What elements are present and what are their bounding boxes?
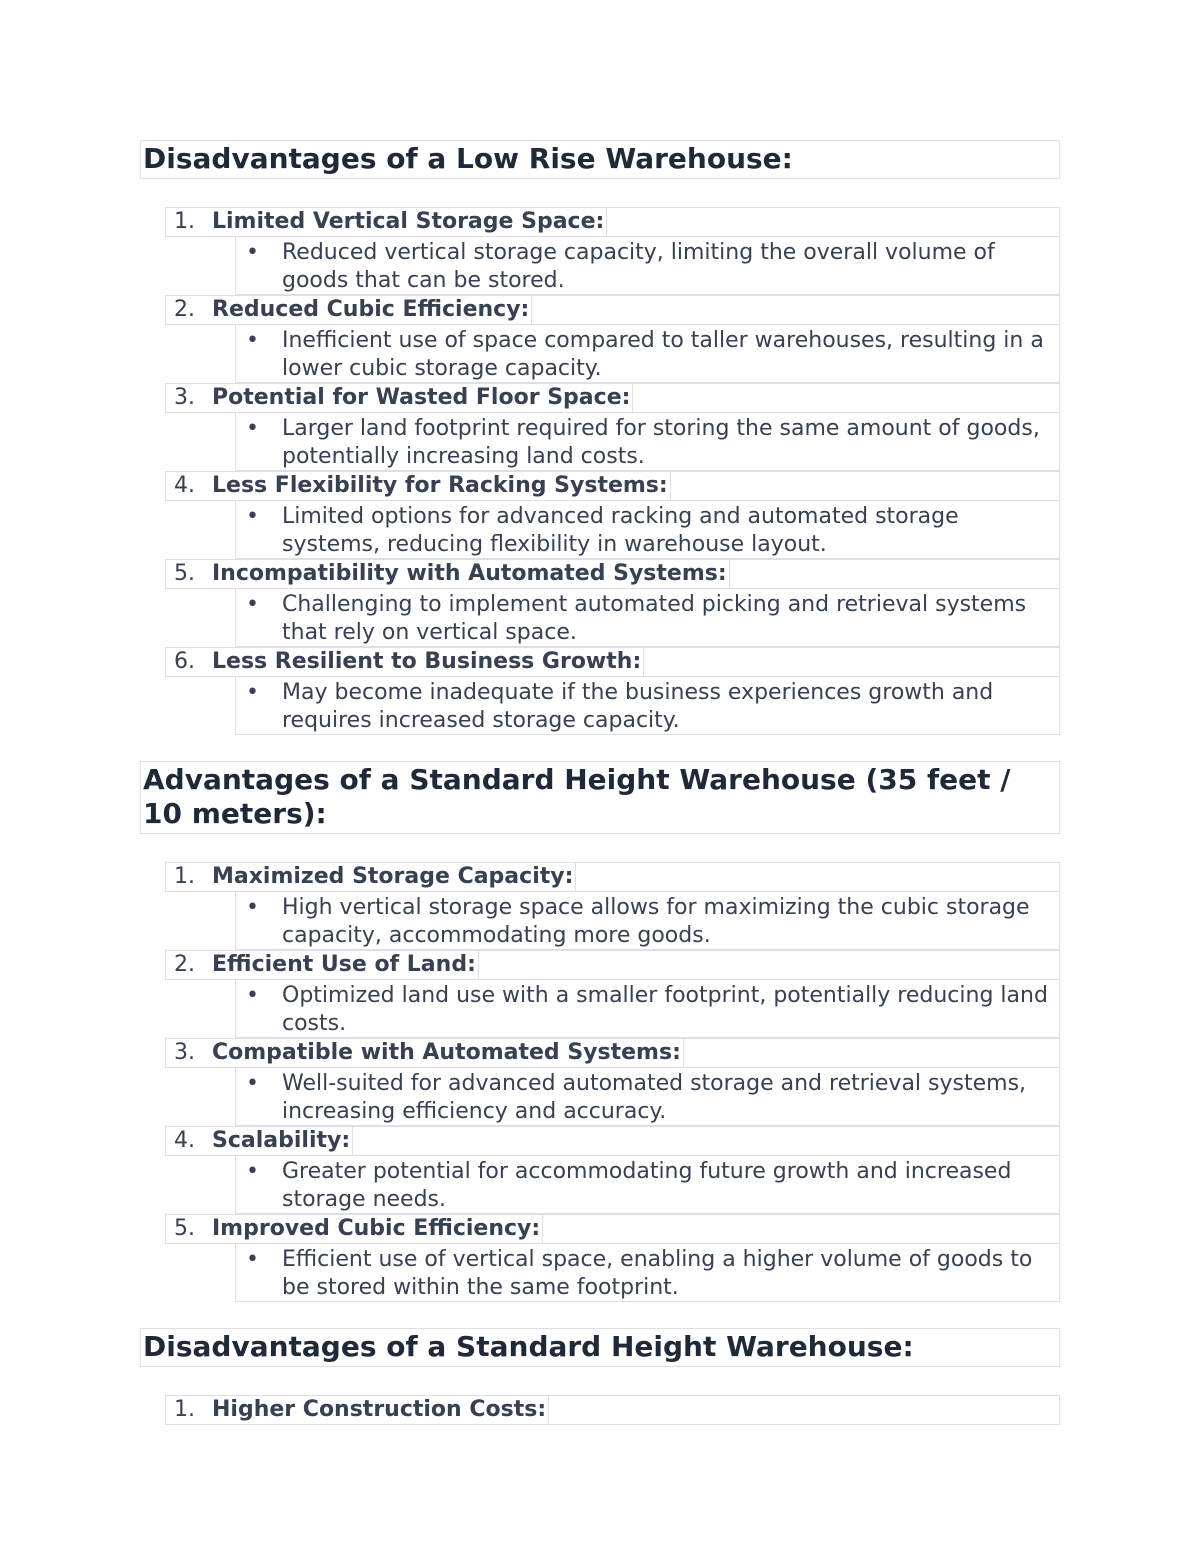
list-item-title: Improved Cubic Efficiency: (212, 1215, 543, 1243)
list-item-body (235, 1156, 1060, 1214)
list-item-body (235, 1244, 1060, 1302)
list-item-body (235, 677, 1060, 735)
list-item-title: Compatible with Automated Systems: (212, 1039, 684, 1067)
section-standard-height-disadvantages (140, 1328, 1060, 1425)
numbered-list (140, 1395, 1060, 1425)
list-item-header (165, 207, 1060, 237)
section-heading: Advantages of a Standard Height Warehouse (35 feet / 10 meters): (140, 761, 1060, 834)
list-item (140, 1395, 1060, 1425)
list-number: 4. (174, 1128, 195, 1153)
list-number: 2. (174, 297, 195, 322)
list-item-title: Reduced Cubic Efficiency: (212, 296, 532, 324)
list-item-body (235, 413, 1060, 471)
list-item (140, 1214, 1060, 1302)
list-item-title: Scalability: (212, 1127, 353, 1155)
list-item-description: Optimized land use with a smaller footprint, potentially reducing land costs. (282, 983, 1048, 1036)
list-item (140, 383, 1060, 471)
bullet-icon: • (246, 1071, 259, 1096)
list-item-description: High vertical storage space allows for maximizing the cubic storage capacity, accommodating more goods. (282, 895, 1030, 948)
bullet-icon: • (246, 592, 259, 617)
list-item-title: Incompatibility with Automated Systems: (212, 560, 730, 588)
list-item-header (165, 1214, 1060, 1244)
list-item-body (235, 589, 1060, 647)
list-item (140, 559, 1060, 647)
list-number: 1. (174, 209, 195, 234)
list-item-header (165, 862, 1060, 892)
list-item-description: Limited options for advanced racking and automated storage systems, reducing flexibility in warehouse layout. (282, 504, 959, 557)
bullet-icon: • (246, 680, 259, 705)
list-item-body (235, 892, 1060, 950)
section-standard-height-advantages (140, 761, 1060, 1302)
list-item (140, 207, 1060, 295)
bullet-icon: • (246, 1247, 259, 1272)
numbered-list (140, 862, 1060, 1302)
list-item-header (165, 559, 1060, 589)
list-number: 2. (174, 952, 195, 977)
bullet-icon: • (246, 240, 259, 265)
list-item-header (165, 1395, 1060, 1425)
list-item (140, 1126, 1060, 1214)
list-item-title: Less Resilient to Business Growth: (212, 648, 644, 676)
document-page (140, 140, 1060, 1451)
list-item-title: Higher Construction Costs: (212, 1396, 549, 1424)
list-item-body (235, 325, 1060, 383)
list-item-body (235, 501, 1060, 559)
bullet-icon: • (246, 328, 259, 353)
list-item (140, 295, 1060, 383)
list-item-description: Challenging to implement automated picking and retrieval systems that rely on vertical space. (282, 592, 1027, 645)
list-number: 5. (174, 561, 195, 586)
list-item-body (235, 980, 1060, 1038)
list-item (140, 471, 1060, 559)
bullet-icon: • (246, 895, 259, 920)
list-item-header (165, 950, 1060, 980)
list-item-title: Less Flexibility for Racking Systems: (212, 472, 671, 500)
list-item-body (235, 1068, 1060, 1126)
list-item-header (165, 295, 1060, 325)
list-item-title: Limited Vertical Storage Space: (212, 208, 607, 236)
list-item-description: Well-suited for advanced automated storage and retrieval systems, increasing efficiency and accuracy. (282, 1071, 1027, 1124)
list-item (140, 647, 1060, 735)
list-item-description: May become inadequate if the business experiences growth and requires increased storage capacity. (282, 680, 994, 733)
section-low-rise-disadvantages (140, 140, 1060, 735)
list-number: 6. (174, 649, 195, 674)
list-number: 3. (174, 1040, 195, 1065)
list-number: 5. (174, 1216, 195, 1241)
numbered-list (140, 207, 1060, 735)
list-item-description: Reduced vertical storage capacity, limiting the overall volume of goods that can be stored. (282, 240, 995, 293)
list-item-header (165, 1038, 1060, 1068)
list-number: 1. (174, 1397, 195, 1422)
bullet-icon: • (246, 416, 259, 441)
list-item-description: Larger land footprint required for storing the same amount of goods, potentially increasing land costs. (282, 416, 1040, 469)
list-number: 4. (174, 473, 195, 498)
list-number: 1. (174, 864, 195, 889)
list-item (140, 862, 1060, 950)
list-item (140, 1038, 1060, 1126)
list-item-header (165, 647, 1060, 677)
list-item-title: Potential for Wasted Floor Space: (212, 384, 633, 412)
list-item-title: Efficient Use of Land: (212, 951, 479, 979)
list-item-description: Inefficient use of space compared to taller warehouses, resulting in a lower cubic storage capacity. (282, 328, 1044, 381)
list-item-description: Greater potential for accommodating future growth and increased storage needs. (282, 1159, 1012, 1212)
section-heading: Disadvantages of a Standard Height Warehouse: (140, 1328, 1060, 1367)
list-item-title: Maximized Storage Capacity: (212, 863, 576, 891)
list-item-body (235, 237, 1060, 295)
list-number: 3. (174, 385, 195, 410)
bullet-icon: • (246, 1159, 259, 1184)
list-item-header (165, 1126, 1060, 1156)
list-item-header (165, 471, 1060, 501)
list-item (140, 950, 1060, 1038)
list-item-description: Efficient use of vertical space, enabling a higher volume of goods to be stored within the same footprint. (282, 1247, 1033, 1300)
list-item-header (165, 383, 1060, 413)
bullet-icon: • (246, 983, 259, 1008)
bullet-icon: • (246, 504, 259, 529)
section-heading: Disadvantages of a Low Rise Warehouse: (140, 140, 1060, 179)
